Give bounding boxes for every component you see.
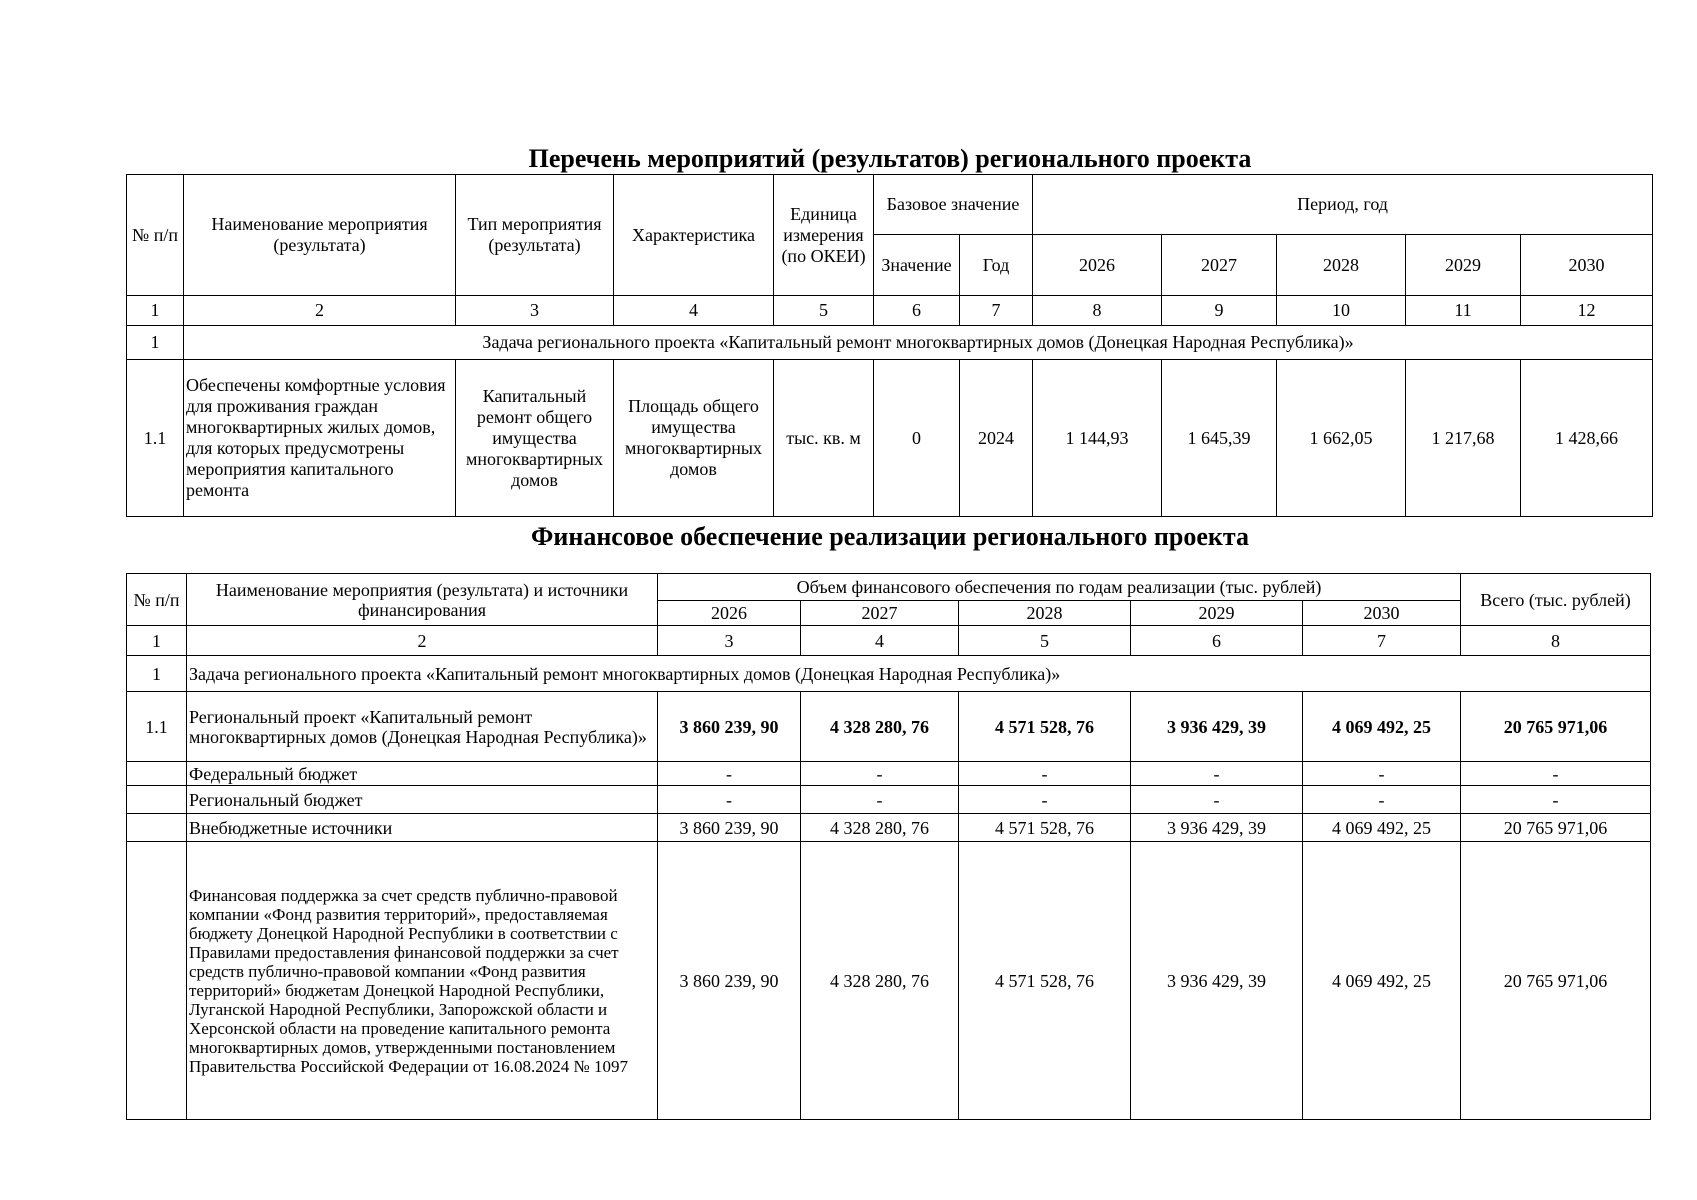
table-row	[127, 814, 1651, 842]
header-unit: Единица измерения (по ОКЕИ)	[774, 175, 874, 296]
row-value: 4 571 528, 76	[959, 814, 1131, 842]
header-year: 2027	[1162, 235, 1277, 296]
row-base-value: 0	[874, 360, 960, 517]
row-value: 4 328 280, 76	[801, 842, 959, 1120]
row-num: 1.1	[127, 692, 187, 762]
row-num	[127, 762, 187, 786]
row-name: Внебюджетные источники	[187, 814, 658, 842]
row-total: 20 765 971,06	[1461, 842, 1651, 1120]
row-value: -	[801, 786, 959, 814]
header-characteristic: Характеристика	[614, 175, 774, 296]
table-row	[127, 786, 1651, 814]
finance-header-year: 2027	[801, 601, 959, 626]
row-num	[127, 814, 187, 842]
row-value: 3 936 429, 39	[1131, 842, 1303, 1120]
column-number: 8	[1033, 296, 1162, 326]
row-value: 4 328 280, 76	[801, 814, 959, 842]
table-row	[127, 842, 1651, 1120]
row-value: 1 645,39	[1162, 360, 1277, 517]
row-value: -	[959, 786, 1131, 814]
row-total: -	[1461, 762, 1651, 786]
row-unit: тыс. кв. м	[774, 360, 874, 517]
finance-header-year: 2030	[1303, 601, 1461, 626]
row-value: 4 571 528, 76	[959, 842, 1131, 1120]
table-row	[127, 692, 1651, 762]
row-value: -	[1303, 762, 1461, 786]
row-value: -	[1303, 786, 1461, 814]
finance-header-volume: Объем финансового обеспечения по годам реализации (тыс. рублей)	[658, 574, 1461, 601]
row-value: -	[658, 762, 801, 786]
header-year: 2030	[1521, 235, 1653, 296]
finance-header-total: Всего (тыс. рублей)	[1461, 574, 1651, 626]
finance-column-numbers-row	[127, 626, 1651, 656]
row-value: 3 860 239, 90	[658, 842, 801, 1120]
header-base-value: Значение	[874, 235, 960, 296]
row-value: 4 069 492, 25	[1303, 692, 1461, 762]
column-number: 2	[184, 296, 456, 326]
table-row	[127, 762, 1651, 786]
finance-header-name: Наименование мероприятия (результата) и источники финансирования	[187, 574, 658, 626]
header-year: 2028	[1277, 235, 1406, 296]
task-row	[127, 326, 1653, 360]
column-number: 1	[127, 296, 184, 326]
row-value: 1 662,05	[1277, 360, 1406, 517]
finance-header-year: 2028	[959, 601, 1131, 626]
column-number: 11	[1406, 296, 1521, 326]
row-name: Региональный проект «Капитальный ремонт многоквартирных домов (Донецкая Народная Республика)»	[187, 692, 658, 762]
table-row	[127, 360, 1653, 517]
finance-header-year: 2026	[658, 601, 801, 626]
column-number: 9	[1162, 296, 1277, 326]
column-number: 4	[614, 296, 774, 326]
task-num: 1	[127, 326, 184, 360]
row-value: 4 069 492, 25	[1303, 842, 1461, 1120]
task-text: Задача регионального проекта «Капитальный ремонт многоквартирных домов (Донецкая Народная Республика)»	[187, 656, 1651, 692]
row-value: -	[1131, 786, 1303, 814]
row-base-year: 2024	[960, 360, 1033, 517]
row-value: 1 144,93	[1033, 360, 1162, 517]
finance-header-year: 2029	[1131, 601, 1303, 626]
row-value: -	[959, 762, 1131, 786]
header-period: Период, год	[1033, 175, 1653, 235]
header-type: Тип мероприятия (результата)	[456, 175, 614, 296]
column-number: 7	[1303, 626, 1461, 656]
row-value: 3 860 239, 90	[658, 814, 801, 842]
finance-task-row	[127, 656, 1651, 692]
row-value: -	[658, 786, 801, 814]
row-total: 20 765 971,06	[1461, 692, 1651, 762]
row-characteristic: Площадь общего имущества многоквартирных домов	[614, 360, 774, 517]
column-number: 3	[658, 626, 801, 656]
row-name: Федеральный бюджет	[187, 762, 658, 786]
task-num: 1	[127, 656, 187, 692]
column-number: 5	[959, 626, 1131, 656]
row-num: 1.1	[127, 360, 184, 517]
column-number: 7	[960, 296, 1033, 326]
finance-header-num: № п/п	[127, 574, 187, 626]
row-value: -	[1131, 762, 1303, 786]
column-number: 10	[1277, 296, 1406, 326]
header-num: № п/п	[127, 175, 184, 296]
column-number: 12	[1521, 296, 1653, 326]
finance-table	[126, 573, 1651, 1120]
row-value: 4 069 492, 25	[1303, 814, 1461, 842]
row-num	[127, 786, 187, 814]
header-year: 2026	[1033, 235, 1162, 296]
row-value: 4 328 280, 76	[801, 692, 959, 762]
task-text: Задача регионального проекта «Капитальный ремонт многоквартирных домов (Донецкая Народная Республика)»	[184, 326, 1653, 360]
measures-table	[126, 174, 1653, 517]
row-value: 1 217,68	[1406, 360, 1521, 517]
row-total: -	[1461, 786, 1651, 814]
header-base: Базовое значение	[874, 175, 1033, 235]
header-base-year: Год	[960, 235, 1033, 296]
finance-title: Финансовое обеспечение реализации регионального проекта	[531, 522, 1249, 551]
column-number: 8	[1461, 626, 1651, 656]
row-value: 3 860 239, 90	[658, 692, 801, 762]
column-number: 2	[187, 626, 658, 656]
row-name: Обеспечены комфортные условия для проживания граждан многоквартирных жилых домов, для которых предусмотрены мероприятия капитального ремонта	[184, 360, 456, 517]
row-value: 1 428,66	[1521, 360, 1653, 517]
row-value: 3 936 429, 39	[1131, 692, 1303, 762]
row-num	[127, 842, 187, 1120]
measures-title: Перечень мероприятий (результатов) регионального проекта	[528, 144, 1252, 173]
row-value: 3 936 429, 39	[1131, 814, 1303, 842]
row-name: Региональный бюджет	[187, 786, 658, 814]
header-name: Наименование мероприятия (результата)	[184, 175, 456, 296]
column-number: 5	[774, 296, 874, 326]
column-number: 1	[127, 626, 187, 656]
column-numbers-row	[127, 296, 1653, 326]
row-type: Капитальный ремонт общего имущества многоквартирных домов	[456, 360, 614, 517]
header-year: 2029	[1406, 235, 1521, 296]
column-number: 6	[874, 296, 960, 326]
row-name: Финансовая поддержка за счет средств публично-правовой компании «Фонд развития территорий», предоставляемая бюджету Донецкой Народной Республики в соответствии с Правилами предоставления финансовой поддержки за счет средств публично-правовой компании «Фонд развития территорий» бюджетам Донецкой Народной Республики, Луганской Народной Республики, Запорожской области и Херсонской области на проведение капитального ремонта многоквартирных домов, утвержденными постановлением Правительства Российской Федерации от 16.08.2024 № 1097	[187, 842, 658, 1120]
row-value: -	[801, 762, 959, 786]
row-value: 4 571 528, 76	[959, 692, 1131, 762]
column-number: 6	[1131, 626, 1303, 656]
column-number: 3	[456, 296, 614, 326]
row-total: 20 765 971,06	[1461, 814, 1651, 842]
column-number: 4	[801, 626, 959, 656]
